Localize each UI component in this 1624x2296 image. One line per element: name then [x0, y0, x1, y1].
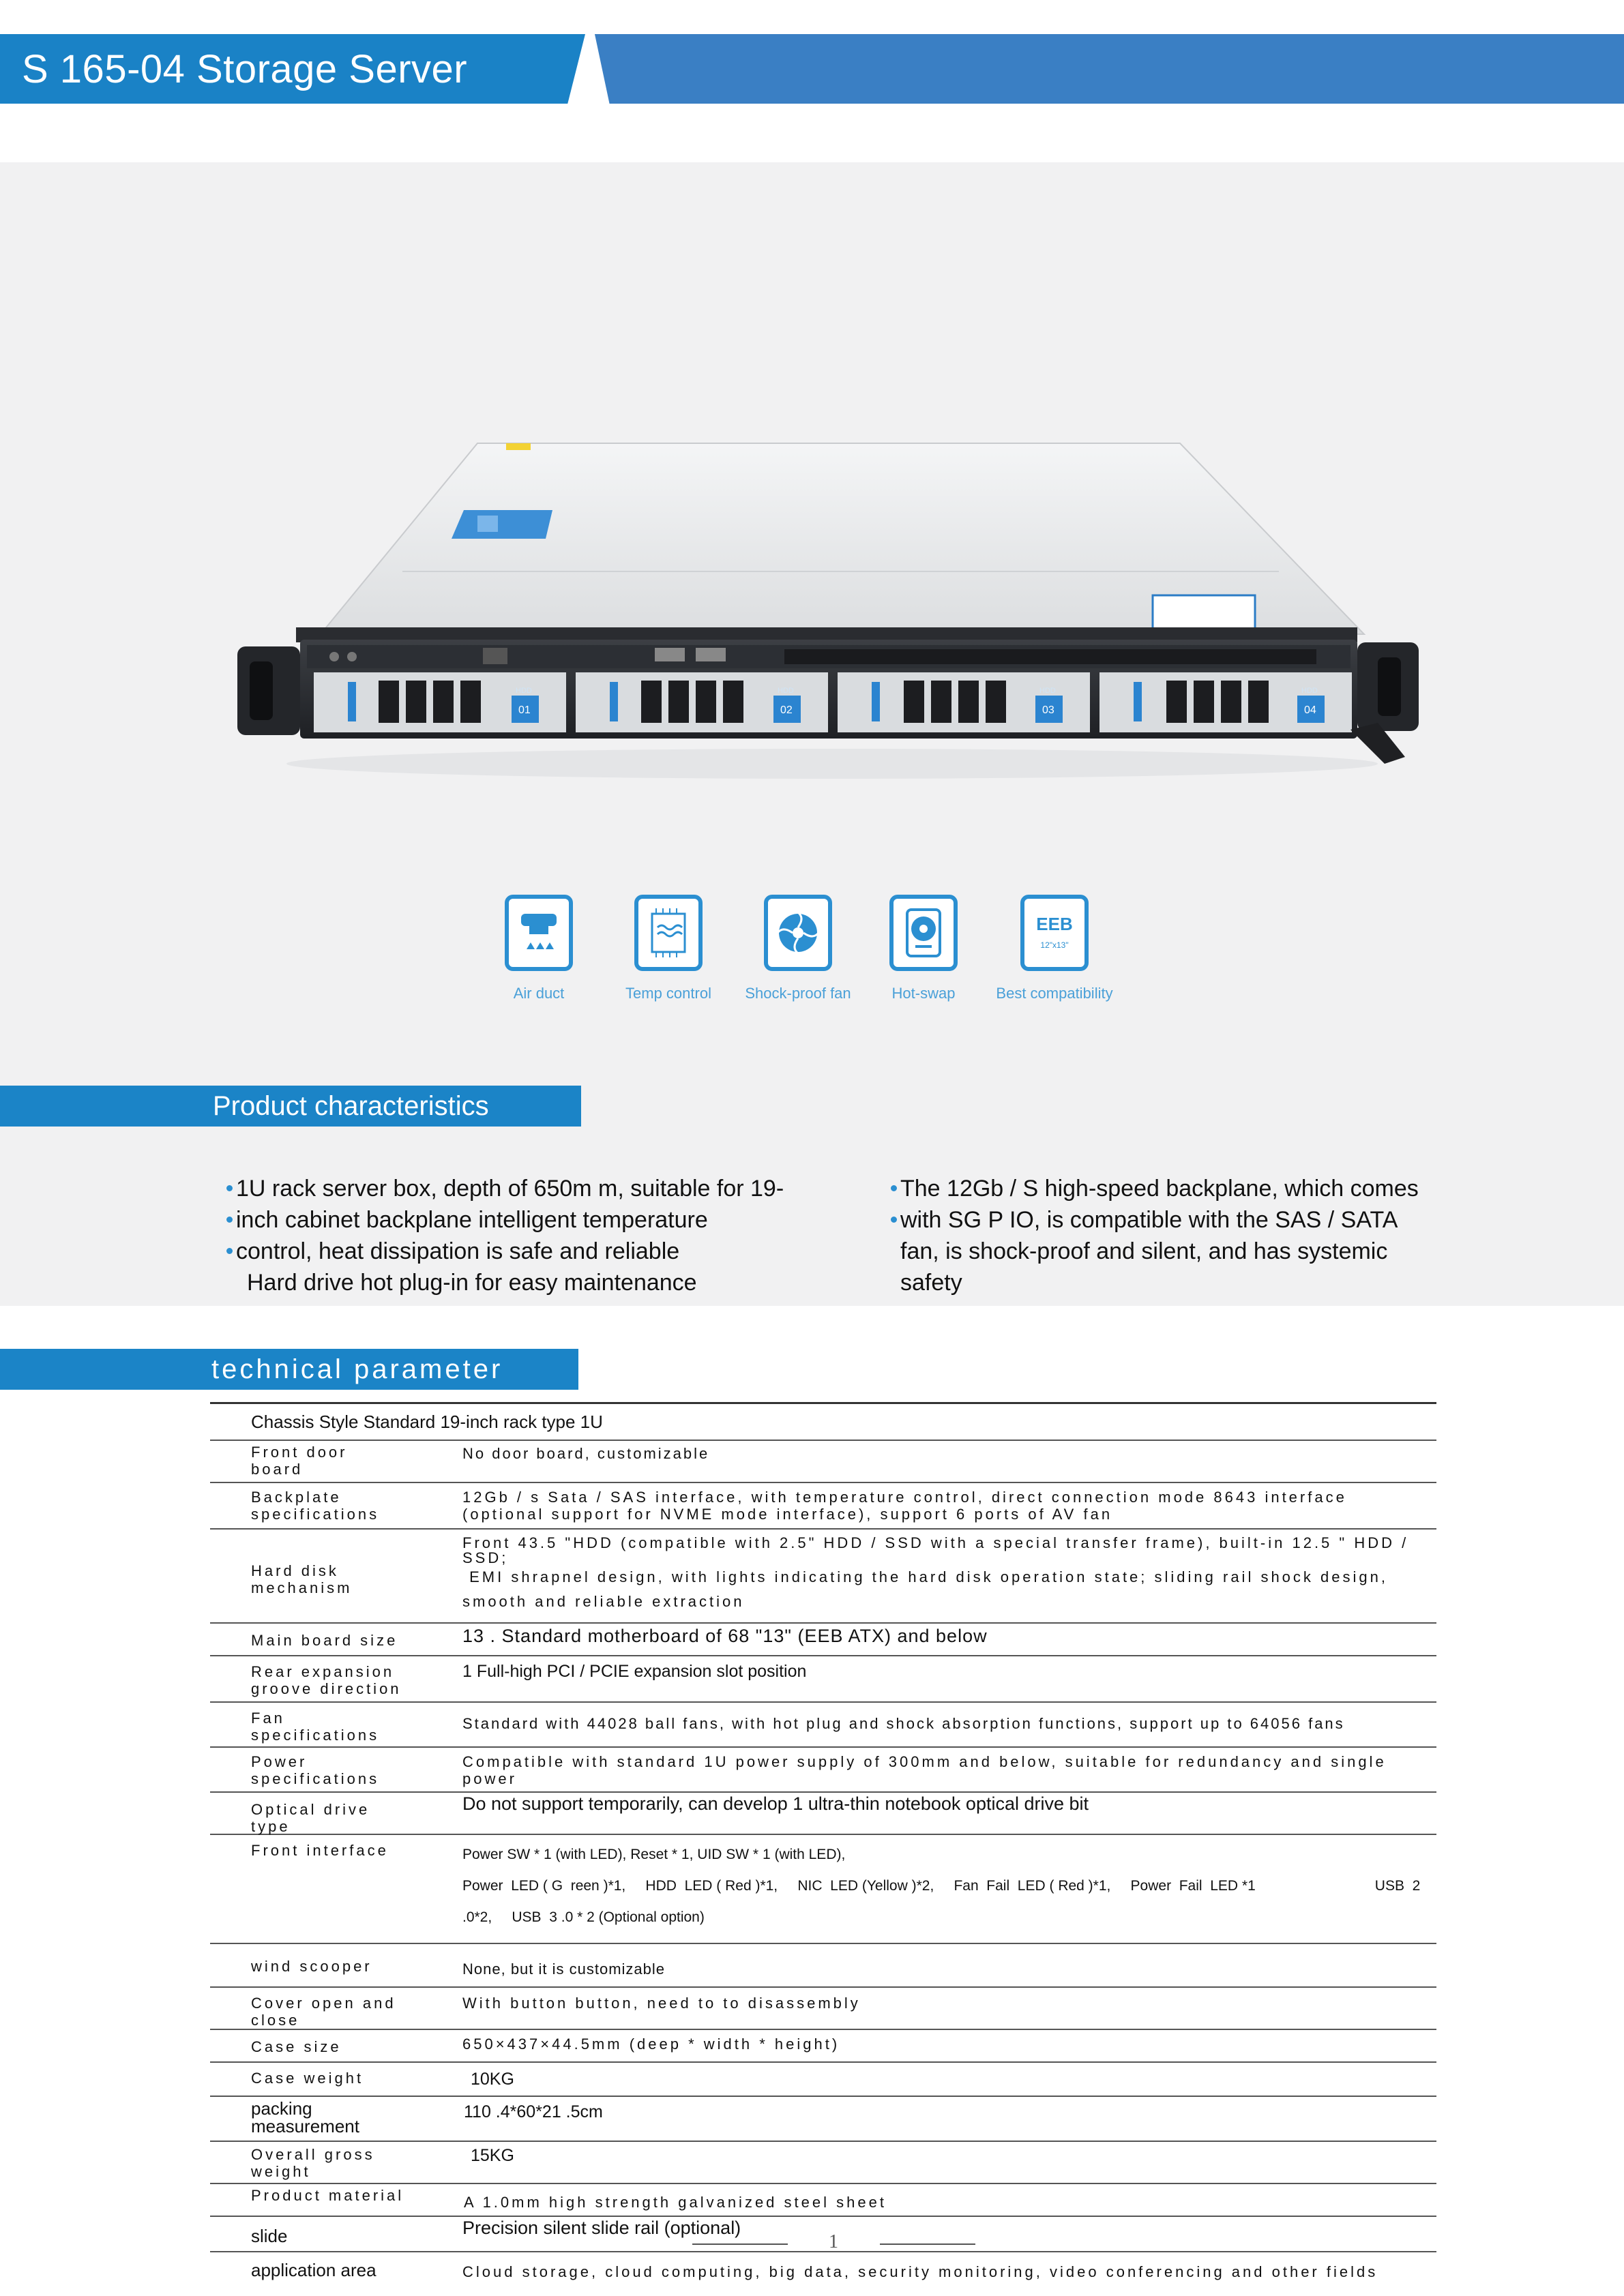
table-row [210, 2217, 1436, 2252]
param-value: With button button, need to to disassembly [462, 1995, 861, 2012]
param-value-line: EMI shrapnel design, with lights indicating the hard disk operation state; sliding rail shock design, [462, 1568, 1388, 1585]
characteristics-right [900, 1173, 1466, 1298]
param-value: 15KG [471, 2146, 514, 2165]
param-key: Overall gross weight [251, 2146, 375, 2180]
param-value: Standard with 44028 ball fans, with hot plug and shock absorption functions, support up to 64056 fans [462, 1715, 1345, 1732]
feature-temp-control [600, 895, 737, 1002]
page-title: S 165-04 Storage Server [22, 47, 468, 91]
table-row [210, 1703, 1436, 1748]
characteristic-line: control, heat dissipation is safe and reliable [236, 1236, 802, 1267]
feature-best-compatibility [986, 895, 1123, 1002]
param-value: 650×437×44.5mm (deep * width * height) [462, 2036, 840, 2053]
table-row [210, 2184, 1436, 2217]
table-row [210, 1835, 1436, 1944]
characteristic-line: with SG P IO, is compatible with the SAS / SATA [900, 1204, 1466, 1236]
header-banner-right [572, 34, 1624, 104]
bay-label: HDD [778, 687, 794, 695]
table-row [210, 1483, 1436, 1530]
param-value [462, 1839, 1430, 1933]
param-value [462, 1534, 1430, 1611]
air-duct-icon [505, 895, 573, 971]
page-number: 1 [829, 2231, 838, 2252]
param-value-line: Power LED ( G reen )*1, HDD LED ( Red )*1, NIC LED (Yellow )*2, Fan Fail LED ( Red )*1, Power Fail LED *1 USB 2 [462, 1878, 1421, 1894]
param-key: wind scooper [251, 1958, 372, 1975]
characteristic-line: The 12Gb / S high-speed backplane, which comes [900, 1173, 1466, 1204]
eeb-icon [1020, 895, 1089, 971]
table-row [210, 2030, 1436, 2063]
table-row [210, 1988, 1436, 2030]
eeb-icon-text: EEB [1036, 914, 1073, 934]
param-value: A 1.0mm high strength galvanized steel sheet [464, 2194, 887, 2211]
param-value: 12Gb / s Sata / SAS interface, with temperature control, direct connection mode 8643 interface (optional support for NVME mode interface), support 6 ports of AV fan [462, 1489, 1347, 1523]
param-value-line: Power SW * 1 (with LED), Reset * 1, UID SW * 1 (with LED), [462, 1847, 846, 1862]
param-value: 110 .4*60*21 .5cm [464, 2102, 603, 2121]
param-value: No door board, customizable [462, 1445, 710, 1462]
param-value: Precision silent slide rail (optional) [462, 2218, 741, 2238]
table-row [210, 2252, 1436, 2288]
param-value: 13 . Standard motherboard of 68 "13" (EEB ATX) and below [462, 1626, 988, 1646]
feature-label: Shock-proof fan [745, 985, 851, 1002]
param-key: Case size [251, 2038, 342, 2055]
param-key: Rear expansion groove direction [251, 1663, 402, 1697]
characteristic-line: fan, is shock-proof and silent, and has systemic [900, 1238, 1388, 1264]
temp-control-icon [634, 895, 703, 971]
characteristic-line: Hard drive hot plug-in for easy maintenance [247, 1270, 697, 1296]
param-value: Cloud storage, cloud computing, big data, security monitoring, video conferencing and other fields [462, 2263, 1378, 2280]
bay-number: 02 [780, 704, 793, 716]
table-row [210, 1530, 1436, 1624]
characteristic-line: inch cabinet backplane intelligent temperature [236, 1204, 802, 1236]
feature-label: Air duct [513, 985, 565, 1002]
bay-number: 01 [518, 704, 531, 716]
param-key: Front door board [251, 1444, 348, 1478]
feature-shock-proof-fan [730, 895, 866, 1002]
feature-label: Hot-swap [891, 985, 956, 1002]
eeb-icon-subtext: 12"x13" [1040, 940, 1069, 950]
param-value-line: Front 43.5 "HDD (compatible with 2.5" HDD / SSD with a special transfer frame), built-in 12.5 " HDD / [462, 1534, 1409, 1551]
characteristic-line: safety [900, 1270, 962, 1296]
table-row [210, 1402, 1436, 1441]
table-row [210, 1656, 1436, 1703]
parameter-table [210, 1402, 1436, 2288]
table-row [210, 2142, 1436, 2184]
param-key: Product material [251, 2187, 404, 2204]
characteristics-left [236, 1173, 802, 1298]
param-key: Power specifications [251, 1753, 380, 1787]
feature-hot-swap [855, 895, 992, 1002]
param-key: Chassis Style Standard 19-inch rack type 1U [251, 1412, 603, 1432]
param-value: Do not support temporarily, can develop 1 ultra-thin notebook optical drive bit [462, 1793, 1089, 1814]
bay-number: 03 [1042, 704, 1054, 716]
param-key: slide [251, 2226, 288, 2246]
param-value-line: smooth and reliable extraction [462, 1593, 745, 1610]
param-value-line: .0*2, USB 3 .0 * 2 (Optional option) [462, 1909, 705, 1925]
param-value-line: SSD; [462, 1549, 509, 1566]
server-image [232, 423, 1419, 886]
technical-parameter-heading [0, 1349, 578, 1390]
param-key: packing measurement [251, 2098, 359, 2136]
table-row [210, 1793, 1436, 1835]
param-key: Optical drive type [251, 1801, 370, 1835]
param-key: application area [251, 2260, 377, 2280]
param-value: 1 Full-high PCI / PCIE expansion slot position [462, 1662, 807, 1681]
bay-number: 04 [1304, 704, 1316, 716]
param-value: Compatible with standard 1U power supply of 300mm and below, suitable for redundancy and single power [462, 1753, 1387, 1787]
param-key: Front interface [251, 1842, 389, 1859]
bay-label: HDD [1039, 687, 1056, 695]
characteristic-line: 1U rack server box, depth of 650m m, suitable for 19- [236, 1173, 802, 1204]
table-row [210, 1748, 1436, 1793]
table-row [210, 1441, 1436, 1483]
param-key: Fan specifications [251, 1710, 380, 1744]
section-title: technical parameter [211, 1354, 503, 1384]
feature-air-duct [471, 895, 607, 1002]
table-row [210, 1944, 1436, 1988]
feature-label: Temp control [625, 985, 711, 1002]
footer-line-right [880, 2243, 975, 2245]
table-row [210, 1624, 1436, 1656]
bay-label: HDD [1301, 687, 1318, 695]
param-value: None, but it is customizable [462, 1960, 666, 1978]
section-title: Product characteristics [213, 1091, 489, 1121]
table-row [210, 2063, 1436, 2097]
fan-icon [764, 895, 832, 971]
param-key: Case weight [251, 2070, 364, 2087]
param-key: Main board size [251, 1632, 398, 1649]
param-key: Hard disk mechanism [251, 1562, 353, 1596]
product-characteristics-heading [0, 1086, 581, 1127]
table-row [210, 2097, 1436, 2142]
param-key: Cover open and close [251, 1995, 396, 2029]
feature-label: Best compatibility [996, 985, 1113, 1002]
bay-label: HDD [516, 687, 532, 695]
hot-swap-icon [889, 895, 958, 971]
footer-line-left [692, 2243, 788, 2245]
param-value: 10KG [471, 2070, 514, 2089]
param-key: Backplate specifications [251, 1489, 380, 1523]
